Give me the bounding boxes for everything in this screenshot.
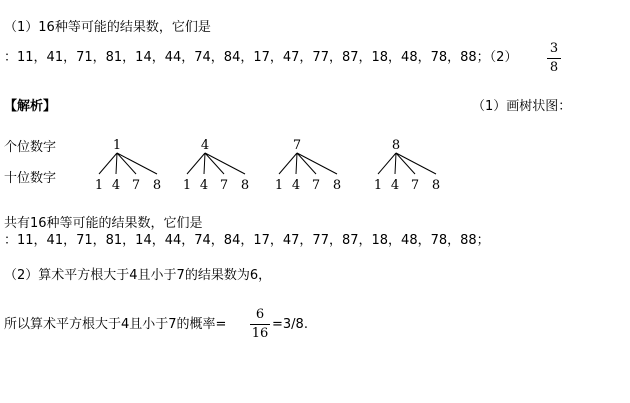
tree-root-4: 4 xyxy=(200,138,210,153)
answer-line-2: ：11，41，71，81，14，44，74，84，17，47，77，87，18，48，78，88；（2） xyxy=(4,50,518,65)
tree-branch xyxy=(296,153,297,174)
conclusion-suffix: =3/8. xyxy=(272,317,308,332)
tree-branch xyxy=(279,153,297,174)
tree-branch xyxy=(204,153,205,174)
tree-child-4-7: 7 xyxy=(219,178,229,193)
answer-line-1: （1）16种等可能的结果数，它们是 xyxy=(4,20,211,35)
tree-root-8: 8 xyxy=(391,138,401,153)
conclusion-fraction xyxy=(250,307,270,342)
tree-child-7-8: 8 xyxy=(332,178,342,193)
tree-child-8-1: 1 xyxy=(373,178,383,193)
tree-root-7: 7 xyxy=(292,138,302,153)
tree-branch xyxy=(99,153,117,174)
tree-child-8-7: 7 xyxy=(410,178,420,193)
tree-child-8-4: 4 xyxy=(390,178,400,193)
tree-child-1-4: 4 xyxy=(111,178,121,193)
tree-branch xyxy=(396,153,415,174)
tree-row-label-tens: 个位数字 xyxy=(4,140,57,155)
tree-child-1-7: 7 xyxy=(131,178,141,193)
tree-branch xyxy=(395,153,396,174)
tree-branch xyxy=(187,153,205,174)
answer-fraction-denominator: 8 xyxy=(549,60,559,75)
answer-fraction-numerator: 3 xyxy=(549,41,559,56)
tree-branch xyxy=(378,153,396,174)
tree-child-8-8: 8 xyxy=(431,178,441,193)
tree-child-7-7: 7 xyxy=(311,178,321,193)
step2-text: （2）算术平方根大于4且小于7的结果数为6， xyxy=(4,268,272,283)
tree-branch xyxy=(297,153,337,174)
analysis-heading: 【解析】 xyxy=(4,99,57,114)
step1-label: （1）画树状图： xyxy=(472,99,572,114)
tree-branch xyxy=(396,153,436,174)
conclusion-prefix: 所以算术平方根大于4且小于7的概率= xyxy=(4,317,227,332)
tree-child-1-1: 1 xyxy=(94,178,104,193)
tree-row-label-units: 十位数字 xyxy=(4,171,57,186)
tree-child-1-8: 8 xyxy=(152,178,162,193)
tree-branch xyxy=(116,153,117,174)
conclusion-fraction-bar xyxy=(250,324,270,325)
conclusion-fraction-numerator: 6 xyxy=(255,307,265,322)
tree-branch xyxy=(205,153,224,174)
tree-child-4-1: 1 xyxy=(182,178,192,193)
tree-child-7-4: 4 xyxy=(291,178,301,193)
tree-child-7-1: 1 xyxy=(274,178,284,193)
tree-child-4-8: 8 xyxy=(240,178,250,193)
tree-branch xyxy=(117,153,157,174)
tree-branch xyxy=(205,153,245,174)
tree-branch xyxy=(297,153,316,174)
summary-line-1: 共有16种等可能的结果数，它们是 xyxy=(4,216,203,231)
summary-line-2: ：11，41，71，81，14，44，74，84，17，47，77，87，18，48，78，88； xyxy=(4,233,490,248)
conclusion-fraction-denominator: 16 xyxy=(251,326,269,341)
tree-child-4-4: 4 xyxy=(199,178,209,193)
tree-branch xyxy=(117,153,136,174)
tree-root-1: 1 xyxy=(112,138,122,153)
